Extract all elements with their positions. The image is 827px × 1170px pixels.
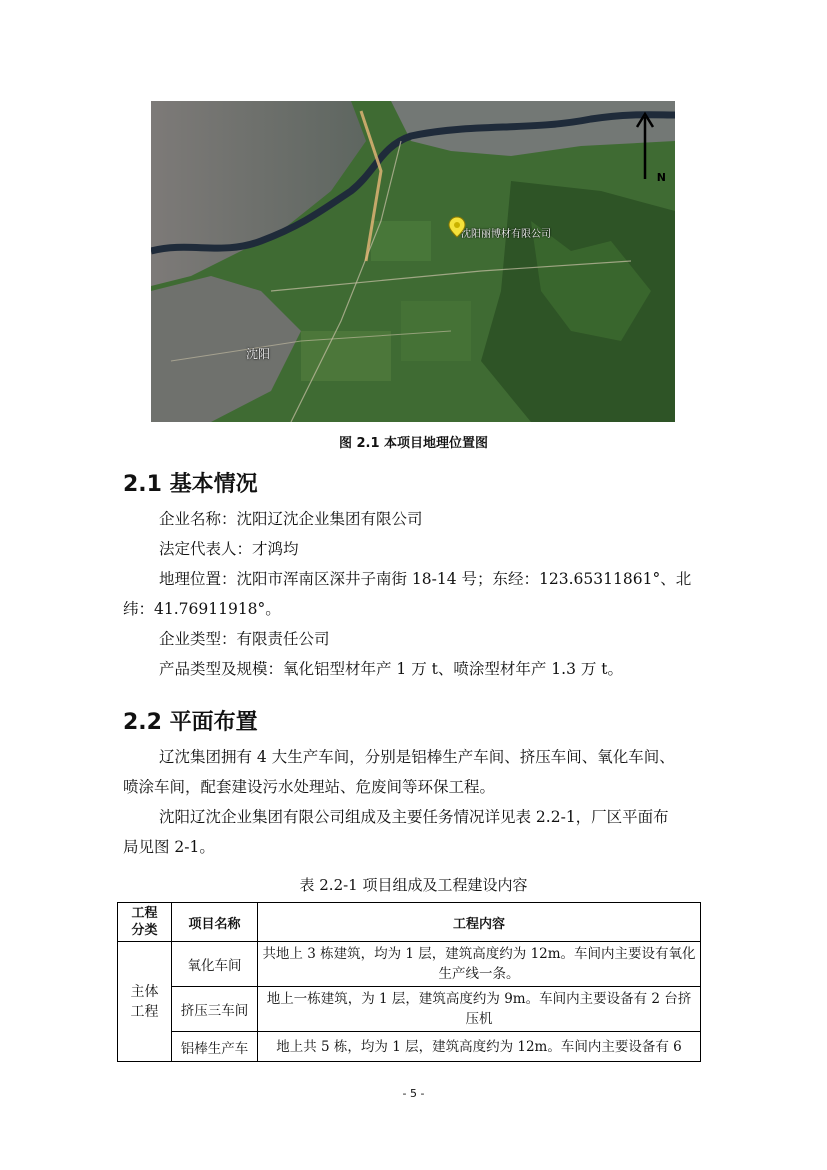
city-label-shenyang: 沈阳 [246,347,271,361]
project-name-cell: 铝棒生产车 [172,1032,258,1062]
latitude-line [123,594,703,624]
product-scale-text: 产品类型及规模：氧化铝型材年产 1 万 t、喷涂型材年产 1.3 万 t。 [159,660,624,678]
page-number: - 5 - [402,1087,425,1100]
latitude-text: 纬：41.76911918°。 [123,600,281,618]
table-header-row [118,903,701,942]
content-cell: 地上一栋建筑，为 1 层，建筑高度约为 9m。车间内主要设备有 2 台挤压机 [258,987,701,1032]
layout-para2-line2 [123,832,703,862]
project-name-cell: 氧化车间 [172,942,258,987]
header-project-name: 项目名称 [172,903,258,942]
company-name-text: 企业名称：沈阳辽沈企业集团有限公司 [159,510,423,528]
section-heading-basic-info: 2.1 基本情况 [123,472,258,497]
project-name-cell: 挤压三车间 [172,987,258,1032]
company-location-label: 沈阳丽博材有限公司 [461,229,551,240]
header-category: 工程 分类 [118,903,172,942]
legal-rep-line [123,534,703,564]
basic-info-block [123,504,703,684]
section-heading-layout: 2.2 平面布置 [123,710,258,735]
table-caption: 表 2.2-1 项目组成及工程建设内容 [299,876,528,894]
project-composition-table [117,902,701,1062]
category-cell: 主体 工程 [118,942,172,1062]
product-scale-line [123,654,703,684]
company-type-text: 企业类型：有限责任公司 [159,630,330,648]
company-name-line [123,504,703,534]
layout-para2-text1: 沈阳辽沈企业集团有限公司组成及主要任务情况详见表 2.2-1，厂区平面布 [159,808,669,826]
layout-para2-text2: 局见图 2-1。 [123,838,215,856]
table-row [118,1032,701,1062]
location-map [151,101,675,422]
location-pin-icon [448,216,466,238]
layout-para1-text1: 辽沈集团拥有 4 大生产车间，分别是铝棒生产车间、挤压车间、氧化车间、 [159,748,675,766]
north-arrow-icon [633,111,657,191]
table-row [118,942,701,987]
legal-rep-text: 法定代表人：才鸿均 [159,540,299,558]
location-line [123,564,703,594]
layout-para1-line1 [123,742,703,772]
table-row [118,987,701,1032]
satellite-image [151,101,675,422]
north-label: N [656,171,666,184]
location-text: 地理位置：沈阳市浑南区深井子南街 18-14 号；东经：123.65311861°、北 [159,570,692,588]
layout-para1-text2: 喷涂车间，配套建设污水处理站、危废间等环保工程。 [123,778,496,796]
content-cell: 共地上 3 栋建筑，均为 1 层，建筑高度约为 12m。车间内主要设有氧化生产线一条。 [258,942,701,987]
layout-paragraphs [123,742,703,862]
company-type-line [123,624,703,654]
figure-caption: 图 2.1 本项目地理位置图 [338,436,489,451]
layout-para1-line2 [123,772,703,802]
layout-para2-line1 [123,802,703,832]
content-cell: 地上共 5 栋，均为 1 层，建筑高度约为 12m。车间内主要设备有 6 [258,1032,701,1062]
header-content: 工程内容 [258,903,701,942]
